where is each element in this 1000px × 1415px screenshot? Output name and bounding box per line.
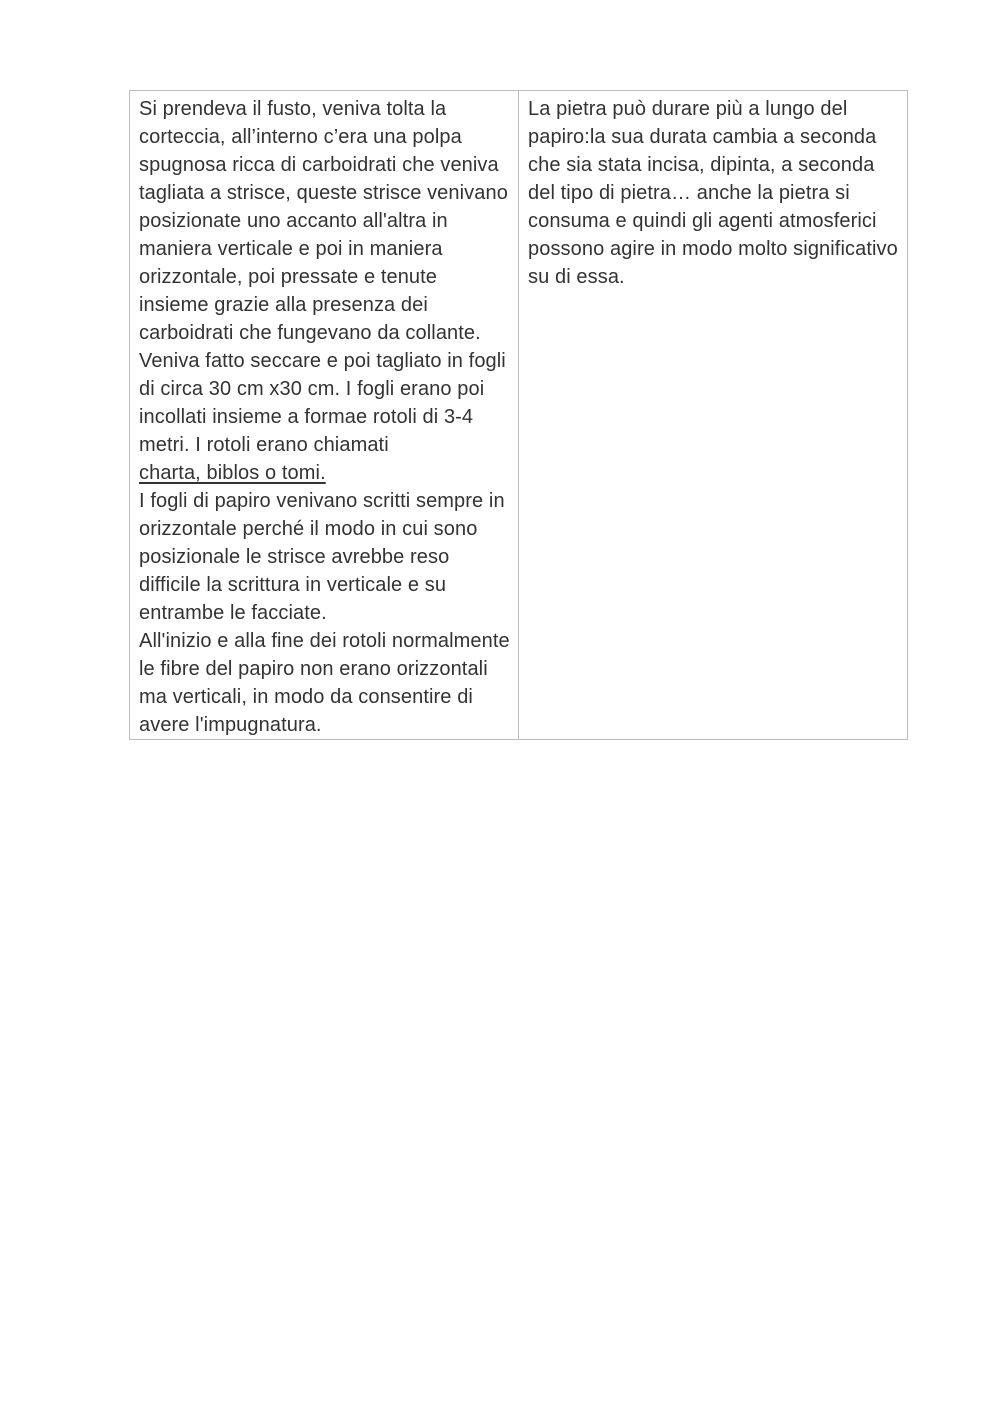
stone-durability-text: La pietra può durare più a lungo del papiro:la sua durata cambia a seconda che sia stata incisa, dipinta, a seconda del tipo di pietra… anche la pietra si consuma e quindi gli agenti atmosferici possono agire in modo molto significativo su di essa.	[528, 98, 898, 288]
table-row	[130, 91, 908, 740]
papyrus-production-body: Si prendeva il fusto, veniva tolta la corteccia, all’interno c’era una polpa spugnosa ricca di carboidrati che veniva tagliata a strisce, queste strisce venivano posizionate uno accanto all'altra in maniera verticale e poi in maniera orizzontale, poi pressate e tenute insieme grazie alla presenza dei carboidrati che fungevano da collante. Veniva fatto seccare e poi tagliato in fogli di circa 30 cm x30 cm. I fogli erano poi incollati insieme a formae rotoli di 3-4 metri. I rotoli erano chiamati	[139, 98, 508, 456]
table-cell-stone	[519, 91, 908, 740]
papyrus-production-text	[139, 95, 510, 487]
papyrus-writing-text: I fogli di papiro venivano scritti sempre in orizzontale perché il modo in cui sono posizionale le strisce avrebbe reso difficile la scrittura in verticale e su entrambe le facciate.	[139, 490, 505, 624]
table-cell-papyrus	[130, 91, 519, 740]
scroll-names-underlined: charta, biblos o tomi.	[139, 462, 326, 484]
comparison-table	[129, 90, 908, 740]
papyrus-fibers-text: All'inizio e alla fine dei rotoli normalmente le fibre del papiro non erano orizzontali ma verticali, in modo da consentire di avere l'impugnatura.	[139, 630, 510, 736]
